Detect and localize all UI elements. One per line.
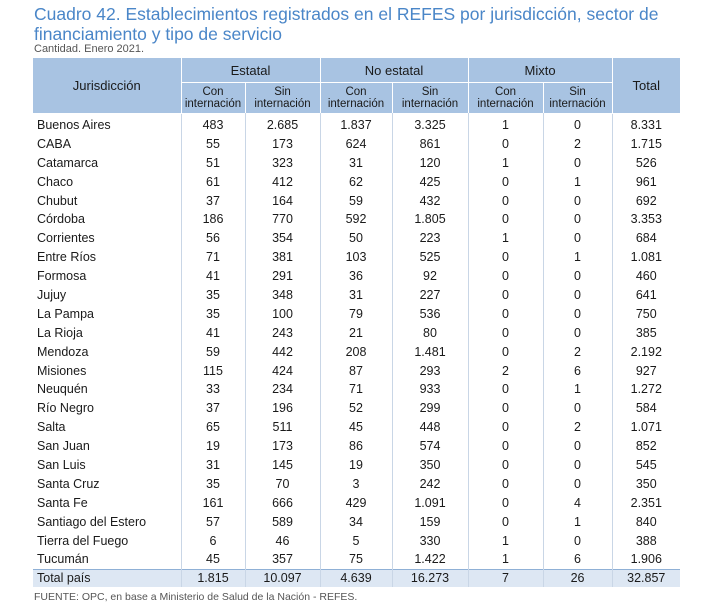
value-cell: 5	[320, 531, 392, 550]
value-cell: 1	[543, 380, 612, 399]
value-cell: 34	[320, 512, 392, 531]
jurisdiction-name: Salta	[37, 420, 66, 435]
value-cell: 0	[543, 323, 612, 342]
value-cell: 19	[181, 437, 245, 456]
table-row	[33, 550, 680, 569]
establishments-table	[33, 58, 680, 587]
value-cell: 1	[468, 531, 543, 550]
value-cell: 0	[468, 248, 543, 267]
table-row	[33, 286, 680, 305]
table-row	[33, 248, 680, 267]
value-cell: 8.331	[612, 113, 680, 134]
value-cell: 37	[181, 399, 245, 418]
value-cell: 71	[320, 380, 392, 399]
value-cell: 0	[468, 191, 543, 210]
value-cell: 41	[181, 267, 245, 286]
jurisdiction-name: CABA	[37, 136, 72, 151]
jurisdiction-name: Formosa	[37, 269, 87, 284]
value-cell: 0	[468, 286, 543, 305]
value-cell: 448	[392, 418, 468, 437]
table-row	[33, 380, 680, 399]
value-cell: 41	[181, 323, 245, 342]
value-cell: 1	[468, 113, 543, 134]
value-cell: 80	[392, 323, 468, 342]
value-cell: 4	[543, 493, 612, 512]
total-row-label: Total país	[33, 569, 181, 587]
value-cell: 0	[543, 531, 612, 550]
table-row	[33, 113, 680, 134]
value-cell: 59	[181, 342, 245, 361]
value-cell: 692	[612, 191, 680, 210]
value-cell: 2	[468, 361, 543, 380]
value-cell: 861	[392, 134, 468, 153]
value-cell: 2.685	[245, 113, 320, 134]
table-row	[33, 361, 680, 380]
table-subtitle: Cantidad. Enero 2021.	[34, 43, 145, 55]
jurisdiction-name: Jujuy	[37, 287, 67, 302]
value-cell: 161	[181, 493, 245, 512]
value-cell: 330	[392, 531, 468, 550]
value-cell: 927	[612, 361, 680, 380]
value-cell: 961	[612, 172, 680, 191]
total-cell: 7	[468, 569, 543, 587]
table-row	[33, 134, 680, 153]
value-cell: 0	[468, 267, 543, 286]
jurisdiction-name: Chubut	[37, 193, 78, 208]
value-cell: 0	[468, 456, 543, 475]
table-body	[33, 113, 680, 569]
value-cell: 6	[543, 550, 612, 569]
value-cell: 173	[245, 134, 320, 153]
value-cell: 323	[245, 153, 320, 172]
total-cell: 10.097	[245, 569, 320, 587]
value-cell: 2.351	[612, 493, 680, 512]
value-cell: 56	[181, 229, 245, 248]
total-cell: 4.639	[320, 569, 392, 587]
jurisdiction-name: Entre Ríos	[37, 250, 97, 265]
jurisdiction-name: Santa Cruz	[37, 476, 100, 491]
value-cell: 0	[543, 210, 612, 229]
value-cell: 35	[181, 474, 245, 493]
value-cell: 57	[181, 512, 245, 531]
value-cell: 2.192	[612, 342, 680, 361]
value-cell: 0	[468, 172, 543, 191]
table-row	[33, 456, 680, 475]
header-estatal-sin: Sin internación	[245, 83, 320, 114]
value-cell: 6	[181, 531, 245, 550]
value-cell: 574	[392, 437, 468, 456]
table-row	[33, 474, 680, 493]
value-cell: 1	[468, 550, 543, 569]
value-cell: 65	[181, 418, 245, 437]
value-cell: 424	[245, 361, 320, 380]
value-cell: 92	[392, 267, 468, 286]
table-row	[33, 399, 680, 418]
table-row	[33, 342, 680, 361]
value-cell: 354	[245, 229, 320, 248]
value-cell: 33	[181, 380, 245, 399]
value-cell: 933	[392, 380, 468, 399]
jurisdiction-name: Santa Fe	[37, 495, 88, 510]
value-cell: 120	[392, 153, 468, 172]
table-row	[33, 229, 680, 248]
value-cell: 196	[245, 399, 320, 418]
jurisdiction-name: La Pampa	[37, 306, 94, 321]
table-row	[33, 210, 680, 229]
value-cell: 1	[468, 229, 543, 248]
value-cell: 0	[468, 323, 543, 342]
header-no-estatal-sin: Sin internación	[392, 83, 468, 114]
total-cell: 1.815	[181, 569, 245, 587]
table-row	[33, 172, 680, 191]
value-cell: 460	[612, 267, 680, 286]
value-cell: 432	[392, 191, 468, 210]
value-cell: 31	[320, 286, 392, 305]
table-title: Cuadro 42. Establecimientos registrados en el REFES por jurisdicción, sector de financiamiento y tipo de servicio	[34, 4, 659, 44]
source-note: FUENTE: OPC, en base a Ministerio de Salud de la Nación - REFES.	[34, 591, 358, 603]
value-cell: 666	[245, 493, 320, 512]
value-cell: 87	[320, 361, 392, 380]
value-cell: 840	[612, 512, 680, 531]
value-cell: 55	[181, 134, 245, 153]
value-cell: 592	[320, 210, 392, 229]
value-cell: 425	[392, 172, 468, 191]
table-row	[33, 304, 680, 323]
table-row	[33, 191, 680, 210]
value-cell: 385	[612, 323, 680, 342]
value-cell: 0	[468, 474, 543, 493]
value-cell: 0	[468, 493, 543, 512]
value-cell: 51	[181, 153, 245, 172]
value-cell: 242	[392, 474, 468, 493]
value-cell: 1	[543, 172, 612, 191]
value-cell: 6	[543, 361, 612, 380]
table-row	[33, 267, 680, 286]
value-cell: 350	[612, 474, 680, 493]
value-cell: 70	[245, 474, 320, 493]
value-cell: 589	[245, 512, 320, 531]
jurisdiction-name: Neuquén	[37, 382, 88, 397]
value-cell: 115	[181, 361, 245, 380]
jurisdiction-name: Córdoba	[37, 212, 85, 227]
total-cell: 26	[543, 569, 612, 587]
jurisdiction-name: Río Negro	[37, 401, 94, 416]
value-cell: 208	[320, 342, 392, 361]
value-cell: 0	[468, 437, 543, 456]
value-cell: 442	[245, 342, 320, 361]
value-cell: 159	[392, 512, 468, 531]
total-cell: 16.273	[392, 569, 468, 587]
header-mixto-con: Con internación	[468, 83, 543, 114]
value-cell: 750	[612, 304, 680, 323]
value-cell: 71	[181, 248, 245, 267]
value-cell: 1	[543, 248, 612, 267]
value-cell: 46	[245, 531, 320, 550]
value-cell: 624	[320, 134, 392, 153]
value-cell: 0	[468, 342, 543, 361]
value-cell: 584	[612, 399, 680, 418]
header-no-estatal: No estatal	[320, 58, 468, 83]
value-cell: 223	[392, 229, 468, 248]
jurisdiction-name: Corrientes	[37, 231, 95, 246]
total-cell: 32.857	[612, 569, 680, 587]
value-cell: 0	[543, 286, 612, 305]
value-cell: 0	[468, 304, 543, 323]
value-cell: 483	[181, 113, 245, 134]
value-cell: 19	[320, 456, 392, 475]
value-cell: 770	[245, 210, 320, 229]
value-cell: 0	[468, 399, 543, 418]
value-cell: 0	[543, 191, 612, 210]
value-cell: 388	[612, 531, 680, 550]
value-cell: 1.906	[612, 550, 680, 569]
value-cell: 50	[320, 229, 392, 248]
value-cell: 2	[543, 418, 612, 437]
jurisdiction-name: Tucumán	[37, 552, 89, 567]
value-cell: 0	[543, 474, 612, 493]
value-cell: 100	[245, 304, 320, 323]
value-cell: 350	[392, 456, 468, 475]
jurisdiction-name: Buenos Aires	[37, 117, 111, 132]
value-cell: 2	[543, 342, 612, 361]
value-cell: 2	[543, 134, 612, 153]
value-cell: 45	[320, 418, 392, 437]
table-row	[33, 153, 680, 172]
table-row	[33, 437, 680, 456]
value-cell: 234	[245, 380, 320, 399]
value-cell: 526	[612, 153, 680, 172]
value-cell: 291	[245, 267, 320, 286]
value-cell: 299	[392, 399, 468, 418]
value-cell: 35	[181, 304, 245, 323]
header-mixto-sin: Sin internación	[543, 83, 612, 114]
jurisdiction-name: Tierra del Fuego	[37, 533, 129, 548]
value-cell: 1.715	[612, 134, 680, 153]
value-cell: 0	[468, 380, 543, 399]
value-cell: 641	[612, 286, 680, 305]
jurisdiction-name: Catamarca	[37, 155, 99, 170]
jurisdiction-name: Santiago del Estero	[37, 514, 147, 529]
value-cell: 3	[320, 474, 392, 493]
value-cell: 3.353	[612, 210, 680, 229]
value-cell: 684	[612, 229, 680, 248]
value-cell: 0	[468, 512, 543, 531]
value-cell: 61	[181, 172, 245, 191]
value-cell: 1.422	[392, 550, 468, 569]
value-cell: 0	[543, 229, 612, 248]
value-cell: 103	[320, 248, 392, 267]
value-cell: 357	[245, 550, 320, 569]
value-cell: 293	[392, 361, 468, 380]
total-row	[33, 569, 680, 587]
value-cell: 0	[543, 456, 612, 475]
value-cell: 429	[320, 493, 392, 512]
value-cell: 79	[320, 304, 392, 323]
value-cell: 243	[245, 323, 320, 342]
value-cell: 35	[181, 286, 245, 305]
value-cell: 31	[181, 456, 245, 475]
value-cell: 1.805	[392, 210, 468, 229]
value-cell: 145	[245, 456, 320, 475]
jurisdiction-name: Misiones	[37, 363, 87, 378]
header-estatal: Estatal	[181, 58, 320, 83]
value-cell: 173	[245, 437, 320, 456]
value-cell: 164	[245, 191, 320, 210]
value-cell: 0	[543, 113, 612, 134]
value-cell: 31	[320, 153, 392, 172]
value-cell: 0	[543, 267, 612, 286]
header-total: Total	[612, 58, 680, 113]
value-cell: 0	[468, 418, 543, 437]
value-cell: 1.091	[392, 493, 468, 512]
header-jurisdiccion: Jurisdicción	[33, 58, 181, 113]
jurisdiction-name: Mendoza	[37, 344, 89, 359]
value-cell: 1	[468, 153, 543, 172]
header-estatal-con: Con internación	[181, 83, 245, 114]
value-cell: 1	[543, 512, 612, 531]
jurisdiction-name: San Juan	[37, 439, 90, 454]
value-cell: 852	[612, 437, 680, 456]
value-cell: 1.071	[612, 418, 680, 437]
value-cell: 45	[181, 550, 245, 569]
value-cell: 511	[245, 418, 320, 437]
table-row	[33, 418, 680, 437]
value-cell: 62	[320, 172, 392, 191]
value-cell: 227	[392, 286, 468, 305]
value-cell: 0	[543, 437, 612, 456]
value-cell: 52	[320, 399, 392, 418]
table-row	[33, 323, 680, 342]
value-cell: 348	[245, 286, 320, 305]
table-row	[33, 512, 680, 531]
value-cell: 1.837	[320, 113, 392, 134]
value-cell: 1.481	[392, 342, 468, 361]
value-cell: 525	[392, 248, 468, 267]
value-cell: 1.081	[612, 248, 680, 267]
value-cell: 0	[543, 153, 612, 172]
table-row	[33, 493, 680, 512]
value-cell: 0	[543, 304, 612, 323]
value-cell: 1.272	[612, 380, 680, 399]
value-cell: 86	[320, 437, 392, 456]
value-cell: 536	[392, 304, 468, 323]
value-cell: 36	[320, 267, 392, 286]
jurisdiction-name: San Luis	[37, 457, 86, 472]
jurisdiction-name: Chaco	[37, 174, 74, 189]
jurisdiction-name: La Rioja	[37, 325, 83, 340]
value-cell: 186	[181, 210, 245, 229]
header-mixto: Mixto	[468, 58, 612, 83]
value-cell: 3.325	[392, 113, 468, 134]
value-cell: 0	[468, 210, 543, 229]
value-cell: 0	[468, 134, 543, 153]
value-cell: 37	[181, 191, 245, 210]
value-cell: 21	[320, 323, 392, 342]
value-cell: 75	[320, 550, 392, 569]
value-cell: 545	[612, 456, 680, 475]
value-cell: 381	[245, 248, 320, 267]
value-cell: 59	[320, 191, 392, 210]
value-cell: 0	[543, 399, 612, 418]
header-no-estatal-con: Con internación	[320, 83, 392, 114]
table-row	[33, 531, 680, 550]
value-cell: 412	[245, 172, 320, 191]
